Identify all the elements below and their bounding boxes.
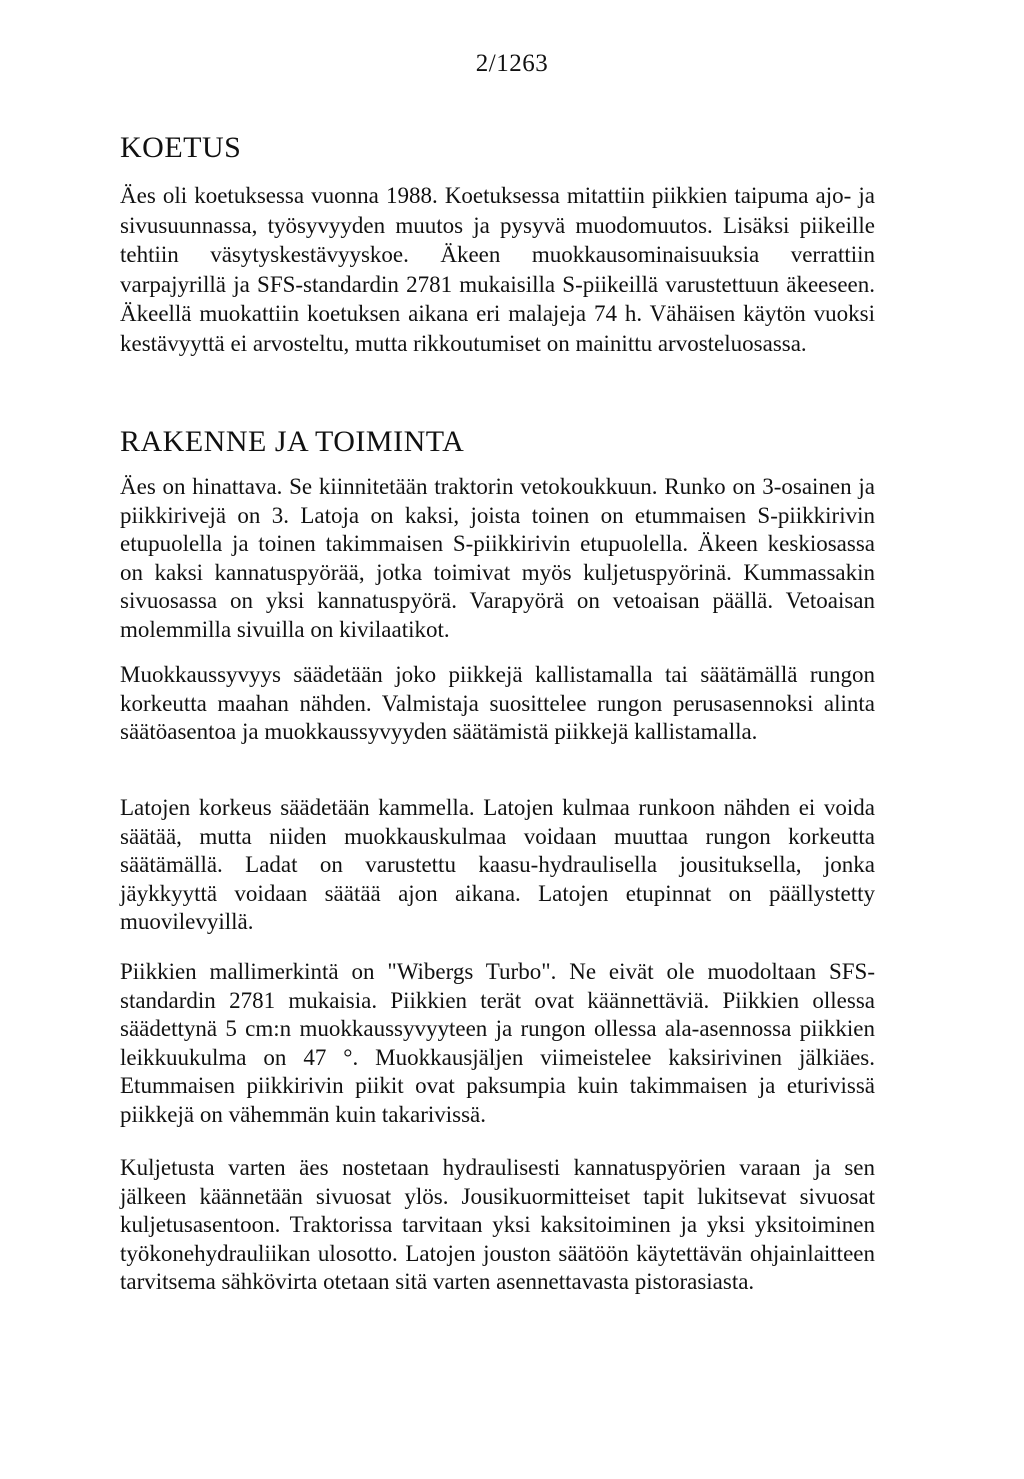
rakenne-paragraph-1: Äes on hinattava. Se kiinnitetään traktorin vetokoukkuun. Runko on 3-osainen ja piikkirivejä on 3. Latoja on kaksi, joista toinen on etummaisen S-piikkirivin etupuolella ja toinen takimmaisen S-piikkirivin etupuolella. Äkeen keskiosassa on kaksi kannatuspyörää, jotka toimivat myös kuljetuspyörinä. Kummassakin sivuosassa on yksi kannatuspyörä. Varapyörä on vetoaisan päällä. Vetoaisan molemmilla sivuilla on kivilaatikot. bbox=[120, 474, 875, 642]
koetus-paragraph: Äes oli koetuksessa vuonna 1988. Koetuksessa mitattiin piikkien taipuma ajo- ja sivusuunnassa, työsyvyyden muutos ja pysyvä muodomuutos. Lisäksi piikeille tehtiin väsytyskestävyyskoe. Äkeen muokkausominaisuuksia verrattiin varpajyrillä ja SFS-standardin 2781 mukaisilla S-piikeillä varustettuun äkeeseen. Äkeellä muokattiin koetuksen aikana eri malajeja 74 h. Vähäisen käytön vuoksi kestävyyttä ei arvosteltu, mutta rikkoutumiset on mainittu arvosteluosassa. bbox=[120, 183, 875, 356]
rakenne-paragraph-3: Latojen korkeus säädetään kammella. Latojen kulmaa runkoon nähden ei voida säätää, mutta niiden muokkauskulmaa voidaan muuttaa rungon korkeutta säätämällä. Ladat on varustettu kaasu-hydraulisella jousituksella, jonka jäykkyyttä voidaan säätää ajon aikana. Latojen etupinnat on päällystetty muovilevyillä. bbox=[120, 795, 875, 934]
section-heading-rakenne-ja-toiminta: RAKENNE JA TOIMINTA bbox=[120, 425, 465, 458]
rakenne-paragraph-2: Muokkaussyvyys säädetään joko piikkejä kallistamalla tai säätämällä rungon korkeutta maahan nähden. Valmistaja suosittelee rungon perusasennoksi alinta säätöasentoa ja muokkaussyvyyden säätämistä piikkejä kallistamalla. bbox=[120, 662, 875, 744]
section-heading-koetus: KOETUS bbox=[120, 131, 242, 164]
rakenne-paragraph-5: Kuljetusta varten äes nostetaan hydraulisesti kannatuspyörien varaan ja sen jälkeen käännetään sivuosat ylös. Jousikuormitteiset tapit lukitsevat sivuosat kuljetusasentoon. Traktorissa tarvitaan yksi kaksitoiminen ja yksi yksitoiminen työkonehydrauliikan ulosotto. Latojen jouston säätöön käytettävän ohjainlaitteen tarvitsema sähkövirta otetaan sitä varten asennettavasta pistorasiasta. bbox=[120, 1155, 875, 1294]
rakenne-paragraph-4: Piikkien mallimerkintä on "Wibergs Turbo". Ne eivät ole muodoltaan SFS-standardin 2781 mukaisia. Piikkien terät ovat käännettäviä. Piikkien ollessa säädettynä 5 cm:n muokkaussyvyyteen ja rungon ollessa ala-asennossa piikkien leikkuukulma on 47 °. Muokkausjäljen viimeistelee kaksirivinen jälkiäes. Etummaisen piikkirivin piikit ovat paksumpia kuin takimmaisen ja eturivissä piikkejä on vähemmän kuin takarivissä. bbox=[120, 959, 875, 1127]
page-number: 2/1263 bbox=[475, 50, 549, 77]
